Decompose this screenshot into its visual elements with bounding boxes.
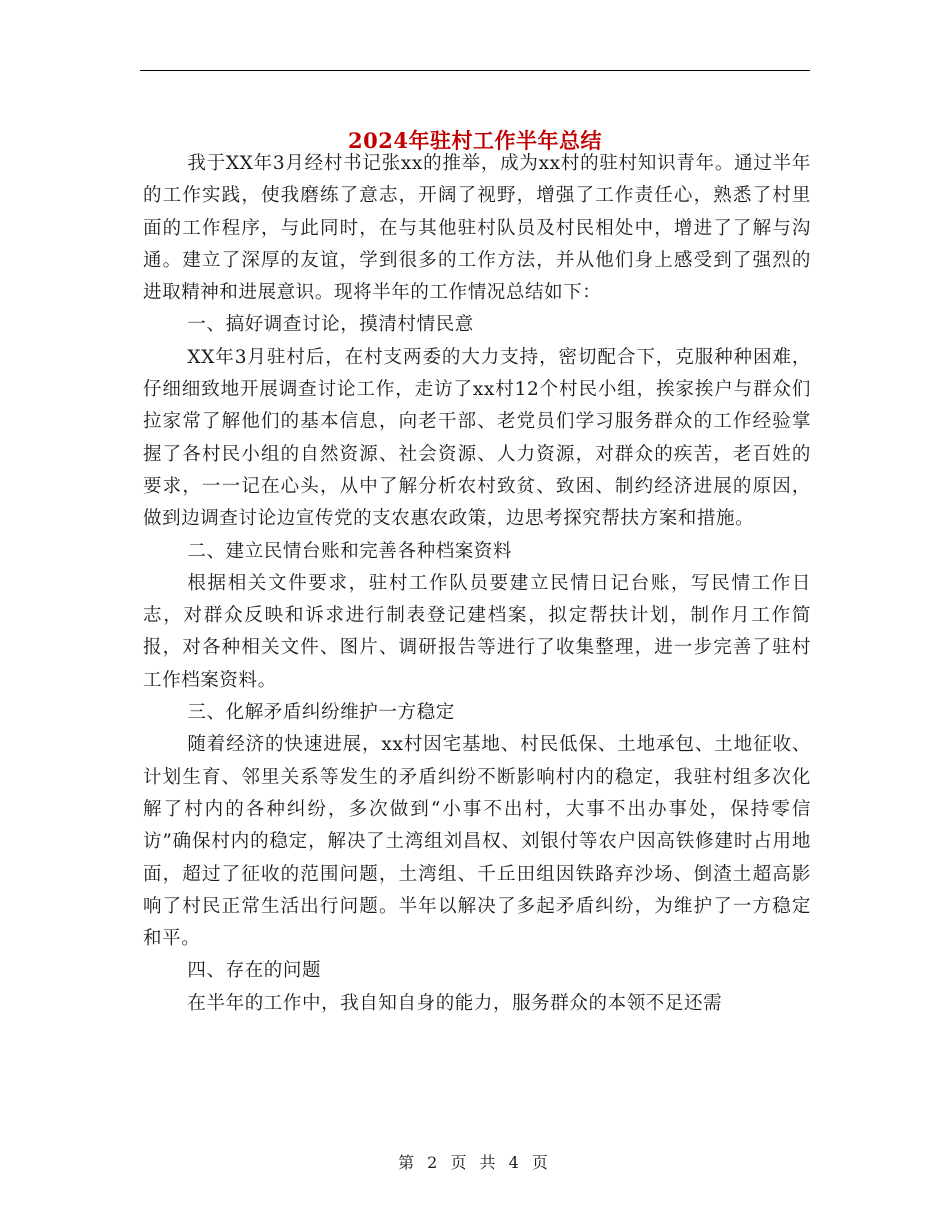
document-body: [143, 148, 811, 1020]
section-heading-2: 二、建立民情台账和完善各种档案资料: [187, 540, 513, 562]
page-number-footer: 第 2 页 共 4 页: [398, 1153, 552, 1172]
section-heading-3: 三、化解矛盾纠纷维护一方稳定: [187, 702, 455, 724]
section-paragraph-2: 根据相关文件要求，驻村工作队员要建立民情日记台账，写民情工作日志，对群众反映和诉求进行制表登记建档案，拟定帮扶计划，制作月工作简报，对各种相关文件、图片、调研报告等进行了收集整理，进一步完善了驻村工作档案资料。: [143, 572, 811, 691]
section-paragraph-1: XX年3月驻村后，在村支两委的大力支持，密切配合下，克服种种困难，仔细细致地开展调查讨论工作，走访了xx村12个村民小组，挨家挨户与群众们拉家常了解他们的基本信息，向老干部、老党员们学习服务群众的工作经验掌握了各村民小组的自然资源、社会资源、人力资源，对群众的疾苦，老百姓的要求，一一记在心头，从中了解分析农村致贫、致困、制约经济进展的原因，做到边调查讨论边宣传党的支农惠农政策，边思考探究帮扶方案和措施。: [143, 346, 811, 530]
header-rule: [140, 70, 810, 71]
section-paragraph-4: 在半年的工作中，我自知自身的能力，服务群众的本领不足还需: [187, 992, 723, 1014]
section-paragraph-3: 随着经济的快速进展，xx村因宅基地、村民低保、土地承包、土地征收、计划生育、邻里关系等发生的矛盾纠纷不断影响村内的稳定，我驻村组多次化解了村内的各种纠纷，多次做到“小事不出村，大事不出办事处，保持零信访”确保村内的稳定，解决了土湾组刘昌权、刘银付等农户因高铁修建时占用地面，超过了征收的范围问题，土湾组、千丘田组因铁路弃沙场、倒渣土超高影响了村民正常生活出行问题。半年以解决了多起矛盾纠纷，为维护了一方稳定和平。: [143, 734, 811, 950]
section-heading-4: 四、存在的问题: [187, 960, 322, 982]
section-heading-1: 一、搞好调查讨论，摸清村情民意: [187, 314, 474, 336]
intro-paragraph: 我于XX年3月经村书记张xx的推举，成为xx村的驻村知识青年。通过半年的工作实践，使我磨练了意志，开阔了视野，增强了工作责任心，熟悉了村里面的工作程序，与此同时，在与其他驻村队员及村民相处中，增进了了解与沟通。建立了深厚的友谊，学到很多的工作方法，并从他们身上感受到了强烈的进取精神和进展意识。现将半年的工作情况总结如下：: [143, 153, 811, 304]
document-title: 2024年驻村工作半年总结: [348, 128, 602, 154]
